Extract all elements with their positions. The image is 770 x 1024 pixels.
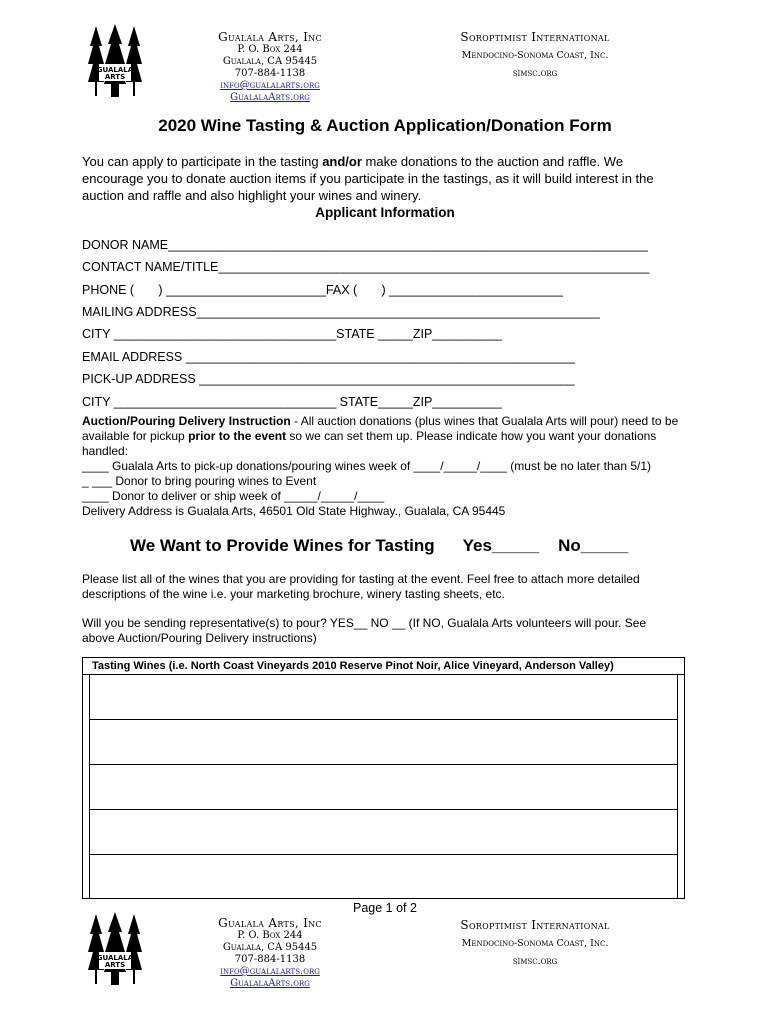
org-phone: 707-884-1138: [234, 68, 306, 79]
delivery-instructions: [82, 414, 682, 519]
city-state-zip-field[interactable]: CITY ________________________________STATE _____ZIP__________: [82, 327, 502, 341]
tasting-wines-table: [82, 657, 685, 899]
wines-heading: We Want to Provide Wines for Tasting Yes_____ No_____: [130, 536, 629, 555]
delivery-text-2: so we can set them up. Please indicate how you want your donations handled:: [82, 429, 657, 458]
svg-text:ARTS: ARTS: [104, 961, 126, 969]
page-number: Page 1 of 2: [353, 901, 417, 915]
org-name: Gualala Arts, Inc: [218, 30, 322, 44]
svg-text:ARTS: ARTS: [104, 73, 126, 81]
intro-bold: and/or: [322, 154, 362, 169]
applicant-section-title: Applicant Information: [315, 205, 455, 220]
soroptimist-contact: [445, 30, 625, 83]
table-row[interactable]: [90, 855, 677, 900]
svg-text:GUALALA: GUALALA: [96, 954, 134, 962]
delivery-description: [82, 414, 682, 459]
tasting-wines-body: [89, 675, 678, 898]
phone-fax-field[interactable]: PHONE ( ) _______________________FAX ( ) _________________________: [82, 283, 563, 297]
intro-paragraph: [82, 153, 682, 204]
wines-list-instructions: Please list all of the wines that you are providing for tasting at the event. Feel free to attach more detailed descriptions of the wine i.e. your marketing brochure, winery tasting sheets, etc.: [82, 572, 640, 601]
soroptimist-region: Mendocino-Sonoma Coast, Inc.: [461, 50, 609, 61]
tasting-wines-header: Tasting Wines (i.e. North Coast Vineyards 2010 Reserve Pinot Noir, Alice Vineyard, Anderson Valley): [83, 658, 684, 675]
table-row[interactable]: [90, 765, 677, 810]
delivery-option-ship[interactable]: ____ Donor to deliver or ship week of _____/_____/____: [82, 489, 385, 503]
soroptimist-website: simsc.org: [512, 956, 558, 967]
table-row[interactable]: [90, 675, 677, 720]
table-row[interactable]: [90, 720, 677, 765]
org-phone: 707-884-1138: [234, 954, 306, 965]
org-address-2: Gualala, CA 95445: [222, 942, 318, 953]
org-address-1: P. O. Box 244: [237, 44, 303, 55]
intro-text-2: make donations to the auction and raffle. We encourage you to donate auction items if you participate in the tastings, as it will build interest in the auction and raffle and also highlight your wines and winery.: [82, 154, 654, 203]
soroptimist-region: Mendocino-Sonoma Coast, Inc.: [461, 938, 609, 949]
org-address-2: Gualala, CA 95445: [222, 56, 318, 67]
representative-question: Will you be sending representative(s) to pour? YES__ NO __ (If NO, Gualala Arts volunteers will pour. See above Auction/Pouring Delivery instructions): [82, 616, 647, 645]
org-email-link[interactable]: info@gualalarts.org: [220, 80, 320, 91]
pickup-address-field[interactable]: PICK-UP ADDRESS ______________________________________________________: [82, 372, 575, 386]
gualala-arts-logo-footer: [88, 912, 142, 984]
gualala-arts-logo: [88, 24, 142, 96]
org-email-link[interactable]: info@gualalarts.org: [220, 966, 320, 977]
org-name: Gualala Arts, Inc: [218, 916, 322, 930]
delivery-bold-event: prior to the event: [188, 429, 287, 443]
intro-text-1: You can apply to participate in the tasting: [82, 154, 323, 169]
soroptimist-contact-footer: [445, 918, 625, 971]
gualala-arts-contact-footer: [200, 916, 340, 990]
soroptimist-name: Soroptimist International: [460, 918, 610, 932]
donor-name-field[interactable]: DONOR NAME_____________________________________________________________________: [82, 238, 648, 252]
mailing-address-field[interactable]: MAILING ADDRESS__________________________________________________________: [82, 305, 600, 319]
soroptimist-name: Soroptimist International: [460, 30, 610, 44]
table-row[interactable]: [90, 810, 677, 855]
org-website-link[interactable]: GualalaArts.org: [230, 92, 310, 103]
pickup-city-state-zip-field[interactable]: CITY ________________________________ STATE_____ZIP__________: [82, 395, 502, 409]
email-address-field[interactable]: EMAIL ADDRESS ________________________________________________________: [82, 350, 576, 364]
delivery-label: Auction/Pouring Delivery Instruction: [82, 414, 291, 428]
svg-text:GUALALA: GUALALA: [96, 66, 134, 74]
org-website-link[interactable]: GualalaArts.org: [230, 978, 310, 989]
form-title: 2020 Wine Tasting & Auction Application/Donation Form: [158, 116, 612, 135]
delivery-address: Delivery Address is Gualala Arts, 46501 Old State Highway., Gualala, CA 95445: [82, 504, 506, 518]
delivery-option-pickup[interactable]: ____ Gualala Arts to pick-up donations/pouring wines week of ____/_____/____ (must be no later than 5/1): [82, 459, 652, 473]
gualala-arts-contact: [200, 30, 340, 104]
contact-name-field[interactable]: CONTACT NAME/TITLE______________________________________________________________: [82, 260, 650, 274]
delivery-text-1: - All auction donations (plus wines that Gualala Arts will pour) need to be available for pickup: [82, 414, 679, 443]
delivery-option-bring[interactable]: _ ___ Donor to bring pouring wines to Event: [82, 474, 317, 488]
soroptimist-website: simsc.org: [512, 68, 558, 79]
org-address-1: P. O. Box 244: [237, 930, 303, 941]
